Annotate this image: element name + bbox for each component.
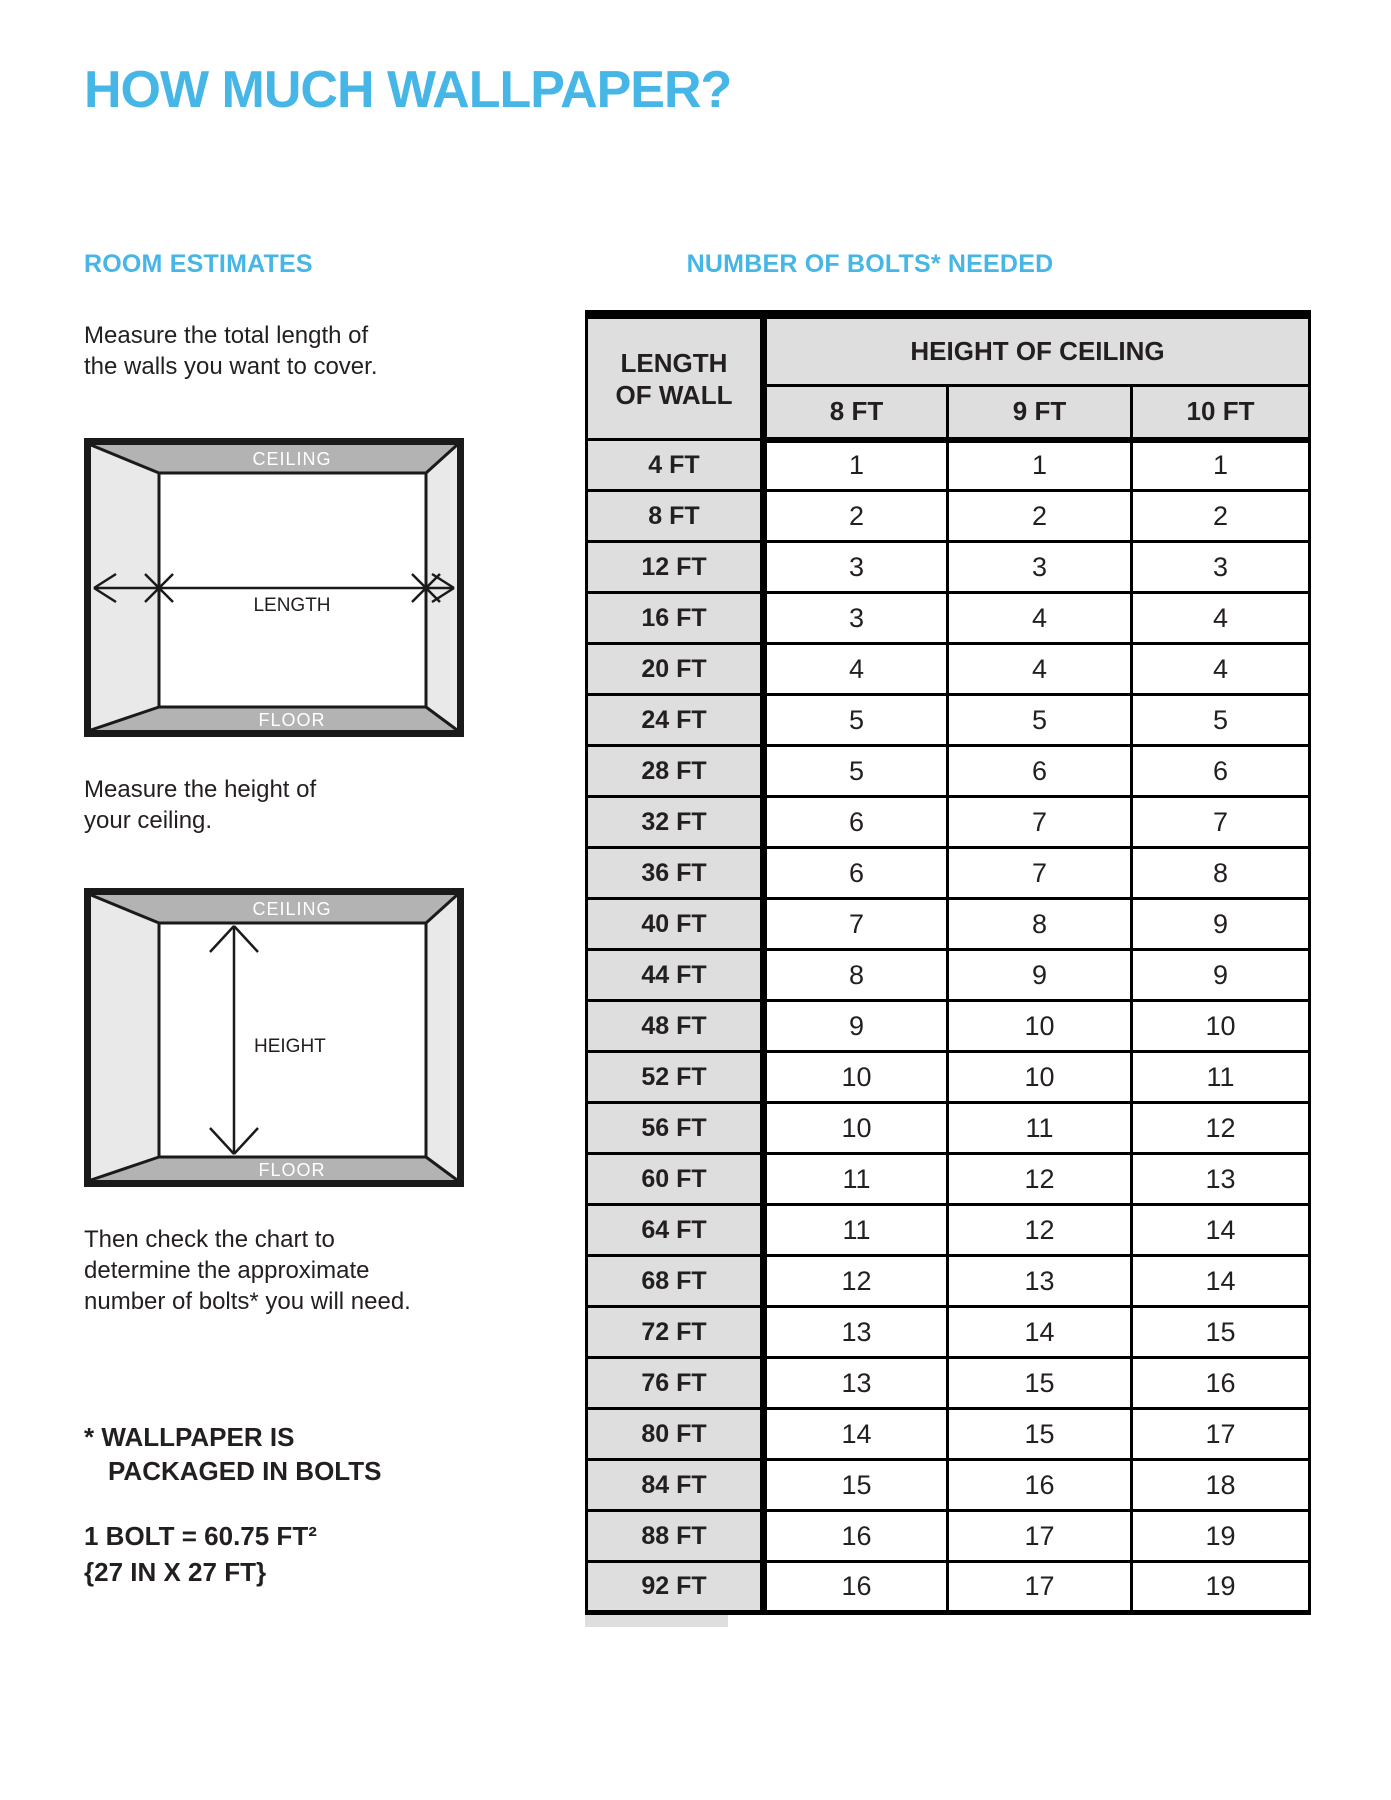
row-label-length-of-wall: 24 FT — [587, 695, 764, 746]
bolts-value-cell: 13 — [948, 1256, 1132, 1307]
bolts-value-cell: 15 — [948, 1409, 1132, 1460]
row-label-length-of-wall: 44 FT — [587, 950, 764, 1001]
bolts-value-cell: 11 — [1132, 1052, 1310, 1103]
bolts-value-cell: 3 — [1132, 542, 1310, 593]
floor-label: FLOOR — [258, 710, 326, 730]
bolts-value-cell: 14 — [1132, 1256, 1310, 1307]
row-label-length-of-wall: 12 FT — [587, 542, 764, 593]
bolts-value-cell: 2 — [948, 491, 1132, 542]
footnote-line: PACKAGED IN BOLTS — [108, 1456, 382, 1486]
bolts-value-cell: 11 — [764, 1205, 948, 1256]
row-label-length-of-wall: 68 FT — [587, 1256, 764, 1307]
bolts-value-cell: 16 — [948, 1460, 1132, 1511]
bolts-table-body — [587, 440, 1310, 1613]
bolts-value-cell: 12 — [764, 1256, 948, 1307]
bolts-value-cell: 9 — [764, 1001, 948, 1052]
height-label: HEIGHT — [254, 1036, 326, 1057]
bolts-value-cell: 17 — [948, 1562, 1132, 1613]
table-row — [587, 1256, 1310, 1307]
bolts-value-cell: 3 — [948, 542, 1132, 593]
bolts-value-cell: 14 — [764, 1409, 948, 1460]
bolts-value-cell: 7 — [1132, 797, 1310, 848]
length-label: LENGTH — [253, 595, 331, 616]
label-column-bottom-stub — [585, 1615, 728, 1627]
bolts-value-cell: 4 — [764, 644, 948, 695]
instruction-line: number of bolts* you will need. — [84, 1288, 411, 1315]
bolts-value-cell: 5 — [948, 695, 1132, 746]
bolts-value-cell: 4 — [948, 644, 1132, 695]
bolts-value-cell: 9 — [948, 950, 1132, 1001]
row-label-length-of-wall: 40 FT — [587, 899, 764, 950]
table-row — [587, 848, 1310, 899]
table-row — [587, 1562, 1310, 1613]
bolts-value-cell: 10 — [948, 1001, 1132, 1052]
bolts-table-heading: NUMBER OF BOLTS* NEEDED — [686, 250, 1054, 278]
bolts-value-cell: 5 — [764, 695, 948, 746]
table-row — [587, 746, 1310, 797]
room-length-diagram — [84, 438, 464, 737]
instruction-step-length — [84, 320, 377, 382]
bolts-value-cell: 1 — [1132, 440, 1310, 491]
instruction-line: Then check the chart to — [84, 1226, 335, 1253]
row-label-length-of-wall: 4 FT — [587, 440, 764, 491]
row-label-length-of-wall: 36 FT — [587, 848, 764, 899]
bolts-value-cell: 8 — [764, 950, 948, 1001]
bolts-value-cell: 6 — [764, 797, 948, 848]
bolts-value-cell: 12 — [948, 1205, 1132, 1256]
bolts-value-cell: 9 — [1132, 899, 1310, 950]
row-label-length-of-wall: 56 FT — [587, 1103, 764, 1154]
row-label-length-of-wall: 84 FT — [587, 1460, 764, 1511]
bolts-value-cell: 16 — [764, 1511, 948, 1562]
bolts-value-cell: 5 — [764, 746, 948, 797]
bolts-value-cell: 14 — [1132, 1205, 1310, 1256]
bolts-value-cell: 1 — [948, 440, 1132, 491]
bolts-footnote — [84, 1420, 381, 1488]
table-row — [587, 695, 1310, 746]
row-label-length-of-wall: 80 FT — [587, 1409, 764, 1460]
table-row — [587, 1205, 1310, 1256]
bolts-value-cell: 2 — [764, 491, 948, 542]
row-label-length-of-wall: 92 FT — [587, 1562, 764, 1613]
row-label-length-of-wall: 8 FT — [587, 491, 764, 542]
instruction-line: Measure the height of — [84, 776, 317, 803]
room-estimates-heading: ROOM ESTIMATES — [84, 250, 313, 278]
back-wall-surface — [159, 473, 426, 707]
bolts-value-cell: 2 — [1132, 491, 1310, 542]
instruction-step-height — [84, 774, 316, 836]
bolts-value-cell: 16 — [1132, 1358, 1310, 1409]
bolts-value-cell: 13 — [764, 1307, 948, 1358]
table-header-row — [587, 315, 1310, 386]
row-label-length-of-wall: 52 FT — [587, 1052, 764, 1103]
bolts-value-cell: 7 — [764, 899, 948, 950]
table-row — [587, 440, 1310, 491]
floor-label: FLOOR — [258, 1160, 326, 1180]
ceiling-height-diagram — [84, 888, 464, 1187]
table-row — [587, 491, 1310, 542]
row-label-length-of-wall: 20 FT — [587, 644, 764, 695]
bolts-table — [585, 310, 1311, 1615]
bolts-value-cell: 6 — [764, 848, 948, 899]
table-row — [587, 1307, 1310, 1358]
bolt-size-info — [84, 1518, 317, 1590]
column-header-8ft: 8 FT — [764, 386, 948, 440]
bolts-value-cell: 6 — [1132, 746, 1310, 797]
bolts-value-cell: 10 — [948, 1052, 1132, 1103]
bolts-value-cell: 3 — [764, 542, 948, 593]
table-row — [587, 644, 1310, 695]
bolts-value-cell: 7 — [948, 848, 1132, 899]
footnote-line: * WALLPAPER IS — [84, 1422, 295, 1452]
table-row — [587, 1103, 1310, 1154]
column-header-9ft: 9 FT — [948, 386, 1132, 440]
bolts-value-cell: 11 — [764, 1154, 948, 1205]
bolts-value-cell: 18 — [1132, 1460, 1310, 1511]
bolts-value-cell: 5 — [1132, 695, 1310, 746]
bolts-value-cell: 7 — [948, 797, 1132, 848]
bolts-value-cell: 14 — [948, 1307, 1132, 1358]
bolts-value-cell: 8 — [948, 899, 1132, 950]
table-row — [587, 1001, 1310, 1052]
bolts-value-cell: 12 — [948, 1154, 1132, 1205]
bolts-value-cell: 15 — [948, 1358, 1132, 1409]
bolts-value-cell: 19 — [1132, 1562, 1310, 1613]
header-line: OF WALL — [615, 379, 733, 410]
bolts-value-cell: 17 — [1132, 1409, 1310, 1460]
table-row — [587, 1460, 1310, 1511]
bolts-value-cell: 3 — [764, 593, 948, 644]
table-row — [587, 1154, 1310, 1205]
column-group-header-height-of-ceiling: HEIGHT OF CEILING — [764, 315, 1310, 386]
bolts-value-cell: 1 — [764, 440, 948, 491]
column-header-10ft: 10 FT — [1132, 386, 1310, 440]
table-row — [587, 542, 1310, 593]
row-label-length-of-wall: 32 FT — [587, 797, 764, 848]
ceiling-label: CEILING — [252, 449, 332, 469]
right-wall-surface — [426, 895, 457, 1180]
left-wall-surface — [91, 895, 159, 1180]
row-label-length-of-wall: 16 FT — [587, 593, 764, 644]
table-row — [587, 1409, 1310, 1460]
table-row — [587, 1052, 1310, 1103]
row-label-length-of-wall: 72 FT — [587, 1307, 764, 1358]
table-row — [587, 1358, 1310, 1409]
bolts-value-cell: 13 — [1132, 1154, 1310, 1205]
bolts-table-section — [585, 310, 1308, 1627]
header-line: LENGTH — [620, 347, 728, 378]
bolts-value-cell: 17 — [948, 1511, 1132, 1562]
row-label-length-of-wall: 64 FT — [587, 1205, 764, 1256]
bolts-value-cell: 4 — [1132, 644, 1310, 695]
table-row — [587, 899, 1310, 950]
bolts-value-cell: 8 — [1132, 848, 1310, 899]
table-row — [587, 1511, 1310, 1562]
bolt-dimensions: {27 IN X 27 FT} — [84, 1557, 267, 1587]
table-row — [587, 797, 1310, 848]
ceiling-label: CEILING — [252, 899, 332, 919]
instruction-line: your ceiling. — [84, 807, 213, 834]
bolts-value-cell: 10 — [764, 1052, 948, 1103]
instruction-step-chart — [84, 1224, 411, 1317]
row-label-length-of-wall: 88 FT — [587, 1511, 764, 1562]
table-row — [587, 950, 1310, 1001]
bolts-value-cell: 6 — [948, 746, 1132, 797]
bolts-value-cell: 19 — [1132, 1511, 1310, 1562]
bolts-value-cell: 15 — [1132, 1307, 1310, 1358]
bolts-value-cell: 9 — [1132, 950, 1310, 1001]
instruction-line: determine the approximate — [84, 1257, 370, 1284]
row-label-length-of-wall: 60 FT — [587, 1154, 764, 1205]
bolts-value-cell: 15 — [764, 1460, 948, 1511]
instruction-line: the walls you want to cover. — [84, 353, 378, 380]
bolts-value-cell: 4 — [1132, 593, 1310, 644]
table-row — [587, 593, 1310, 644]
bolts-value-cell: 12 — [1132, 1103, 1310, 1154]
bolts-value-cell: 11 — [948, 1103, 1132, 1154]
bolts-value-cell: 10 — [1132, 1001, 1310, 1052]
instruction-line: Measure the total length of — [84, 322, 369, 349]
bolts-value-cell: 13 — [764, 1358, 948, 1409]
row-label-length-of-wall: 28 FT — [587, 746, 764, 797]
row-label-length-of-wall: 76 FT — [587, 1358, 764, 1409]
bolts-value-cell: 16 — [764, 1562, 948, 1613]
column-header-length-of-wall — [587, 315, 764, 440]
row-label-length-of-wall: 48 FT — [587, 1001, 764, 1052]
bolts-value-cell: 4 — [948, 593, 1132, 644]
bolt-equation: 1 BOLT = 60.75 FT² — [84, 1521, 317, 1551]
bolts-value-cell: 10 — [764, 1103, 948, 1154]
page-title: HOW MUCH WALLPAPER? — [84, 61, 732, 119]
